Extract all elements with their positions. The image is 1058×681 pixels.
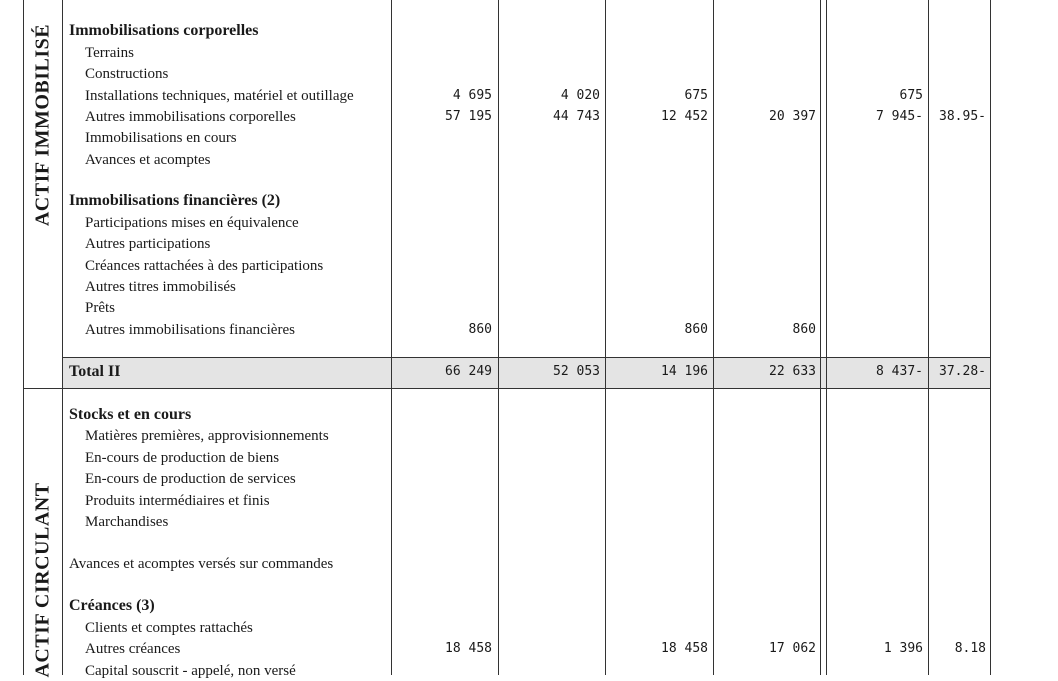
row-label: Installations techniques, matériel et outillage xyxy=(85,88,354,104)
cell-value: 38.95- xyxy=(939,109,986,124)
cell-value: 12 452 xyxy=(661,109,708,124)
table-row xyxy=(0,469,1058,489)
row-label: Constructions xyxy=(85,66,169,82)
row-label: Créances rattachées à des participations xyxy=(85,258,324,274)
section-label-actif-circulant: ACTIF CIRCULANT xyxy=(31,482,54,678)
table-row xyxy=(0,491,1058,511)
row-label: Participations mises en équivalence xyxy=(85,215,299,231)
row-label: Avances et acomptes xyxy=(85,152,211,168)
row-label: Immobilisations en cours xyxy=(85,130,237,146)
table-row xyxy=(0,64,1058,84)
cell-value: 675 xyxy=(684,88,708,103)
total-row-top-border xyxy=(62,357,991,358)
cell-value: 17 062 xyxy=(769,641,816,656)
table-row xyxy=(0,86,1058,106)
row-label: Terrains xyxy=(85,45,134,61)
cell-value: 860 xyxy=(468,322,492,337)
table-row xyxy=(0,213,1058,233)
table-row xyxy=(0,639,1058,659)
row-label: Total II xyxy=(69,363,121,380)
table-row xyxy=(0,234,1058,254)
row-label: Autres titres immobilisés xyxy=(85,279,236,295)
row-heading: Immobilisations corporelles xyxy=(69,22,259,39)
table-row xyxy=(0,21,1058,41)
cell-value: 57 195 xyxy=(445,109,492,124)
table-row xyxy=(0,661,1058,681)
row-label: Prêts xyxy=(85,300,115,316)
cell-value: 8 437- xyxy=(876,364,923,379)
table-row xyxy=(0,554,1058,574)
row-heading: Créances (3) xyxy=(69,597,155,614)
table-row xyxy=(0,512,1058,532)
table-row xyxy=(0,191,1058,211)
row-label: Clients et comptes rattachés xyxy=(85,620,253,636)
table-row xyxy=(0,107,1058,127)
table-row xyxy=(0,618,1058,638)
cell-value: 22 633 xyxy=(769,364,816,379)
row-label: Capital souscrit - appelé, non versé xyxy=(85,663,296,679)
row-label: Avances et acomptes versés sur commandes xyxy=(69,556,334,572)
table-row xyxy=(0,596,1058,616)
row-label: En-cours de production de biens xyxy=(85,450,280,466)
cell-value: 860 xyxy=(792,322,816,337)
row-label: En-cours de production de services xyxy=(85,471,296,487)
row-label: Autres immobilisations corporelles xyxy=(85,109,296,125)
table-row xyxy=(0,150,1058,170)
row-heading: Stocks et en cours xyxy=(69,406,192,423)
section-label-actif-immobilise: ACTIF IMMOBILISÉ xyxy=(31,23,54,227)
cell-value: 44 743 xyxy=(553,109,600,124)
total-row xyxy=(0,362,1058,382)
cell-value: 675 xyxy=(899,88,923,103)
table-row xyxy=(0,426,1058,446)
table-row xyxy=(0,277,1058,297)
cell-value: 14 196 xyxy=(661,364,708,379)
cell-value: 860 xyxy=(684,322,708,337)
row-label: Autres créances xyxy=(85,641,181,657)
table-row xyxy=(0,256,1058,276)
row-label: Marchandises xyxy=(85,514,169,530)
row-label: Matières premières, approvisionnements xyxy=(85,428,329,444)
row-label: Autres participations xyxy=(85,236,211,252)
section-separator xyxy=(23,388,991,389)
row-heading: Immobilisations financières (2) xyxy=(69,192,281,209)
cell-value: 37.28- xyxy=(939,364,986,379)
row-label: Autres immobilisations financières xyxy=(85,322,295,338)
table-row xyxy=(0,448,1058,468)
cell-value: 1 396 xyxy=(883,641,923,656)
table-row xyxy=(0,43,1058,63)
table-row xyxy=(0,320,1058,340)
table-row xyxy=(0,298,1058,318)
cell-value: 18 458 xyxy=(661,641,708,656)
cell-value: 52 053 xyxy=(553,364,600,379)
cell-value: 8.18 xyxy=(954,641,986,656)
cell-value: 4 020 xyxy=(560,88,600,103)
cell-value: 18 458 xyxy=(445,641,492,656)
table-row xyxy=(0,405,1058,425)
table-row xyxy=(0,128,1058,148)
cell-value: 4 695 xyxy=(452,88,492,103)
cell-value: 20 397 xyxy=(769,109,816,124)
row-label: Produits intermédiaires et finis xyxy=(85,493,270,509)
cell-value: 66 249 xyxy=(445,364,492,379)
cell-value: 7 945- xyxy=(876,109,923,124)
